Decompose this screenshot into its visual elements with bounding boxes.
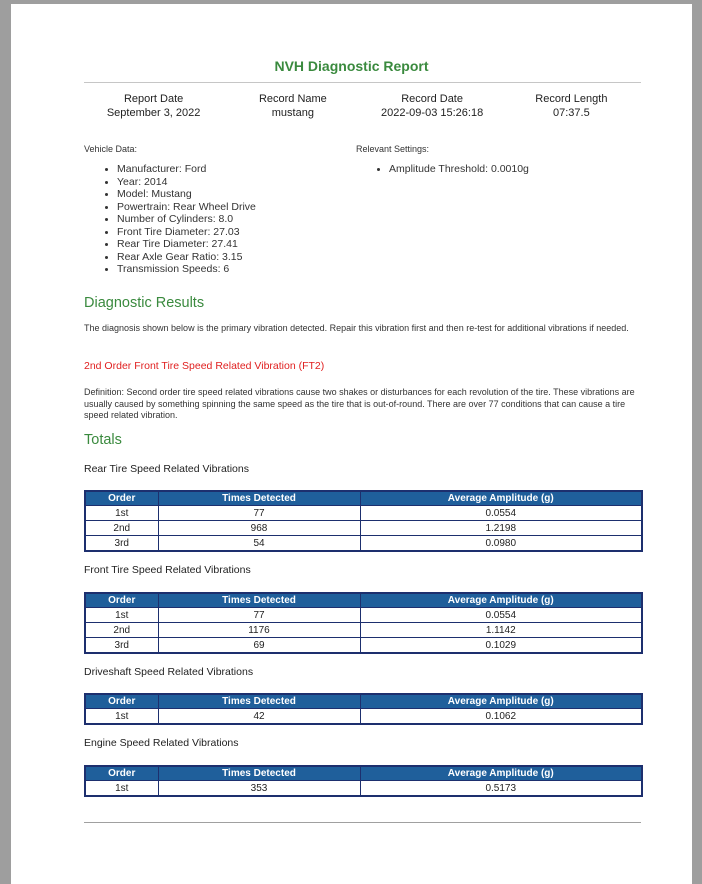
- record-name-value: mustang: [271, 107, 314, 119]
- record-date-label: Record Date: [401, 93, 463, 105]
- average-amplitude-cell: 1.1142: [360, 623, 642, 638]
- list-item: • Manufacturer: Ford: [117, 163, 256, 176]
- times-detected-cell: 1176: [158, 623, 360, 638]
- record-date: [363, 92, 502, 120]
- order-column-header: Order: [85, 491, 158, 506]
- table-row: [85, 608, 642, 623]
- engine-table-title: Engine Speed Related Vibrations: [84, 737, 239, 749]
- record-name-label: Record Name: [258, 93, 327, 105]
- order-cell: 3rd: [85, 638, 158, 654]
- times-detected-cell: 353: [158, 781, 360, 797]
- average-amplitude-column-header: Average Amplitude (g): [360, 766, 642, 781]
- list-item: • Year: 2014: [117, 176, 256, 189]
- table-row: [85, 536, 642, 552]
- rear-tire-table: [84, 490, 643, 552]
- list-item: • Transmission Speeds: 6: [117, 263, 256, 276]
- average-amplitude-cell: 0.0554: [360, 506, 642, 521]
- list-item: • Amplitude Threshold: 0.0010g: [389, 163, 529, 176]
- diagnostic-results-heading: Diagnostic Results: [84, 295, 205, 311]
- list-item: • Number of Cylinders: 8.0: [117, 213, 256, 226]
- average-amplitude-cell: 0.0980: [360, 536, 642, 552]
- table-row: [85, 781, 642, 797]
- times-detected-cell: 968: [158, 521, 360, 536]
- order-column-header: Order: [85, 694, 158, 709]
- relevant-settings-heading: Relevant Settings:: [356, 144, 430, 154]
- diagnosis-definition: Definition: Second order tire speed related vibrations cause two shakes or disturbances for each revolution of the tire. These vibrations are usually caused by something spinning the same speed as the tire that is out-of-round. There are over 77 conditions that can cause a tire speed related vibration.: [84, 387, 635, 420]
- times-detected-column-header: Times Detected: [158, 694, 360, 709]
- table-row: [85, 521, 642, 536]
- list-item: • Rear Tire Diameter: 27.41: [117, 238, 256, 251]
- times-detected-cell: 69: [158, 638, 360, 654]
- record-date-value: 2022-09-03 15:26:18: [381, 107, 484, 119]
- front-tire-table-title: Front Tire Speed Related Vibrations: [84, 564, 251, 576]
- report-date-label: Report Date: [123, 93, 184, 105]
- table-row: [85, 638, 642, 654]
- record-length: [502, 92, 641, 120]
- average-amplitude-cell: 0.1062: [360, 709, 642, 725]
- engine-table: [84, 765, 643, 797]
- driveshaft-table: [84, 693, 643, 725]
- average-amplitude-column-header: Average Amplitude (g): [360, 694, 642, 709]
- record-name: [223, 92, 362, 120]
- order-cell: 1st: [85, 506, 158, 521]
- average-amplitude-cell: 1.2198: [360, 521, 642, 536]
- list-item: • Powertrain: Rear Wheel Drive: [117, 201, 256, 214]
- order-column-header: Order: [85, 593, 158, 608]
- relevant-settings-list: [356, 163, 529, 176]
- header-divider: [84, 82, 641, 83]
- order-cell: 3rd: [85, 536, 158, 552]
- average-amplitude-cell: 0.5173: [360, 781, 642, 797]
- record-length-label: Record Length: [535, 93, 608, 105]
- times-detected-cell: 77: [158, 506, 360, 521]
- times-detected-cell: 54: [158, 536, 360, 552]
- order-cell: 1st: [85, 709, 158, 725]
- vehicle-data-list: [84, 163, 256, 276]
- rear-tire-table-title: Rear Tire Speed Related Vibrations: [84, 463, 249, 475]
- order-cell: 2nd: [85, 521, 158, 536]
- driveshaft-table-title: Driveshaft Speed Related Vibrations: [84, 666, 254, 678]
- average-amplitude-column-header: Average Amplitude (g): [360, 593, 642, 608]
- table-row: [85, 709, 642, 725]
- order-column-header: Order: [85, 766, 158, 781]
- table-row: [85, 623, 642, 638]
- order-cell: 2nd: [85, 623, 158, 638]
- times-detected-column-header: Times Detected: [158, 593, 360, 608]
- report-date: [84, 92, 223, 120]
- order-cell: 1st: [85, 781, 158, 797]
- average-amplitude-cell: 0.0554: [360, 608, 642, 623]
- times-detected-column-header: Times Detected: [158, 491, 360, 506]
- times-detected-cell: 42: [158, 709, 360, 725]
- list-item: • Model: Mustang: [117, 188, 256, 201]
- diagnostic-intro: The diagnosis shown below is the primary vibration detected. Repair this vibration first and then re-test for additional vibrations if needed.: [84, 323, 629, 333]
- order-cell: 1st: [85, 608, 158, 623]
- front-tire-table: [84, 592, 643, 654]
- vehicle-data-heading: Vehicle Data:: [84, 144, 138, 154]
- table-row: [85, 506, 642, 521]
- record-summary: [84, 92, 641, 120]
- average-amplitude-cell: 0.1029: [360, 638, 642, 654]
- list-item: • Front Tire Diameter: 27.03: [117, 226, 256, 239]
- footer-divider: [84, 822, 641, 823]
- primary-diagnosis: 2nd Order Front Tire Speed Related Vibration (FT2): [84, 360, 325, 372]
- totals-heading: Totals: [84, 432, 122, 448]
- report-title: NVH Diagnostic Report: [274, 58, 429, 74]
- report-date-value: September 3, 2022: [106, 107, 201, 119]
- report-page: [11, 4, 692, 884]
- times-detected-column-header: Times Detected: [158, 766, 360, 781]
- times-detected-cell: 77: [158, 608, 360, 623]
- average-amplitude-column-header: Average Amplitude (g): [360, 491, 642, 506]
- list-item: • Rear Axle Gear Ratio: 3.15: [117, 251, 256, 264]
- record-length-value: 07:37.5: [553, 107, 590, 119]
